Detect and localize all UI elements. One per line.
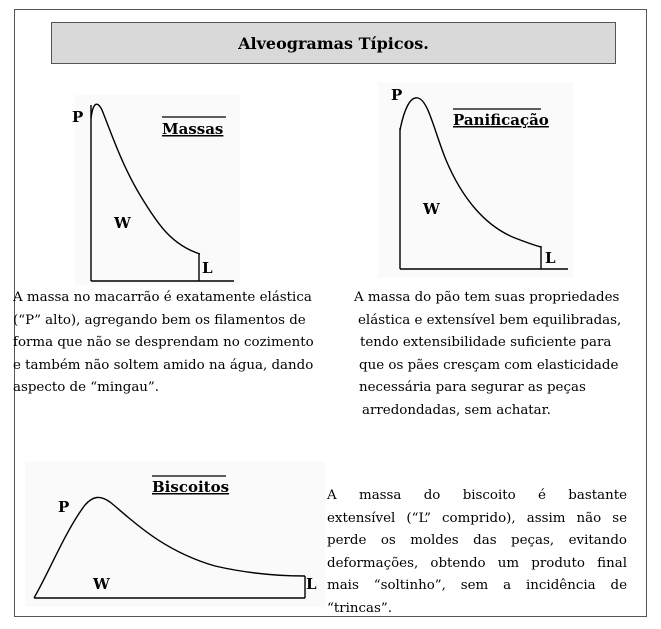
biscoitos-heading: Biscoitos: [152, 478, 230, 496]
biscoitos-line: deformações, obtendo um produto final: [327, 555, 627, 571]
biscoitos-line: extensível (“L” comprido), assim não se: [327, 510, 627, 526]
panificacao-w-label: W: [423, 200, 440, 218]
panificacao-line: arredondadas, sem achatar.: [362, 402, 551, 418]
panificacao-line: que os pães cresçam com elasticidade: [359, 357, 619, 373]
massas-description: [13, 287, 314, 400]
alveogram-panificacao: [378, 82, 573, 278]
massas-l-label: L: [202, 259, 213, 277]
massas-p-label: P: [72, 108, 84, 126]
panificacao-l-label: L: [545, 249, 556, 267]
massas-line: (“P” alto), agregando bem os filamentos de: [13, 312, 306, 328]
panificacao-line: A massa do pão tem suas propriedades: [354, 290, 620, 305]
biscoitos-line: perde os moldes das peças, evitando: [327, 533, 627, 548]
biscoitos-w-label: W: [93, 575, 110, 593]
massas-w-label: W: [114, 214, 131, 232]
panificacao-p-label: P: [391, 86, 403, 104]
alveogram-biscoitos: [25, 462, 325, 607]
biscoitos-line: “trincas”.: [327, 600, 392, 616]
panificacao-heading: Panificação: [453, 111, 549, 129]
alveogram-massas: [72, 95, 240, 285]
biscoitos-description: [327, 485, 627, 620]
biscoitos-p-label: P: [58, 498, 70, 516]
biscoitos-line: mais “soltinho”, sem a incidência de: [327, 578, 627, 593]
massas-line: e também não soltem amido na água, dando: [13, 357, 314, 373]
panificacao-line: necessária para segurar as peças: [359, 380, 586, 395]
panificacao-description: [354, 287, 621, 422]
massas-line: forma que não se desprendam no cozimento: [13, 335, 314, 350]
panificacao-line: tendo extensibilidade suficiente para: [360, 335, 612, 350]
biscoitos-line: A massa do biscoito é bastante: [327, 488, 627, 503]
page-title: Alveogramas Típicos.: [238, 33, 429, 53]
biscoitos-l-label: L: [306, 575, 317, 593]
panificacao-line: elástica e extensível bem equilibradas,: [358, 312, 622, 328]
massas-heading: Massas: [162, 120, 224, 138]
massas-line: A massa no macarrão é exatamente elástica: [13, 290, 312, 305]
massas-line: aspecto de “mingau”.: [13, 380, 160, 395]
